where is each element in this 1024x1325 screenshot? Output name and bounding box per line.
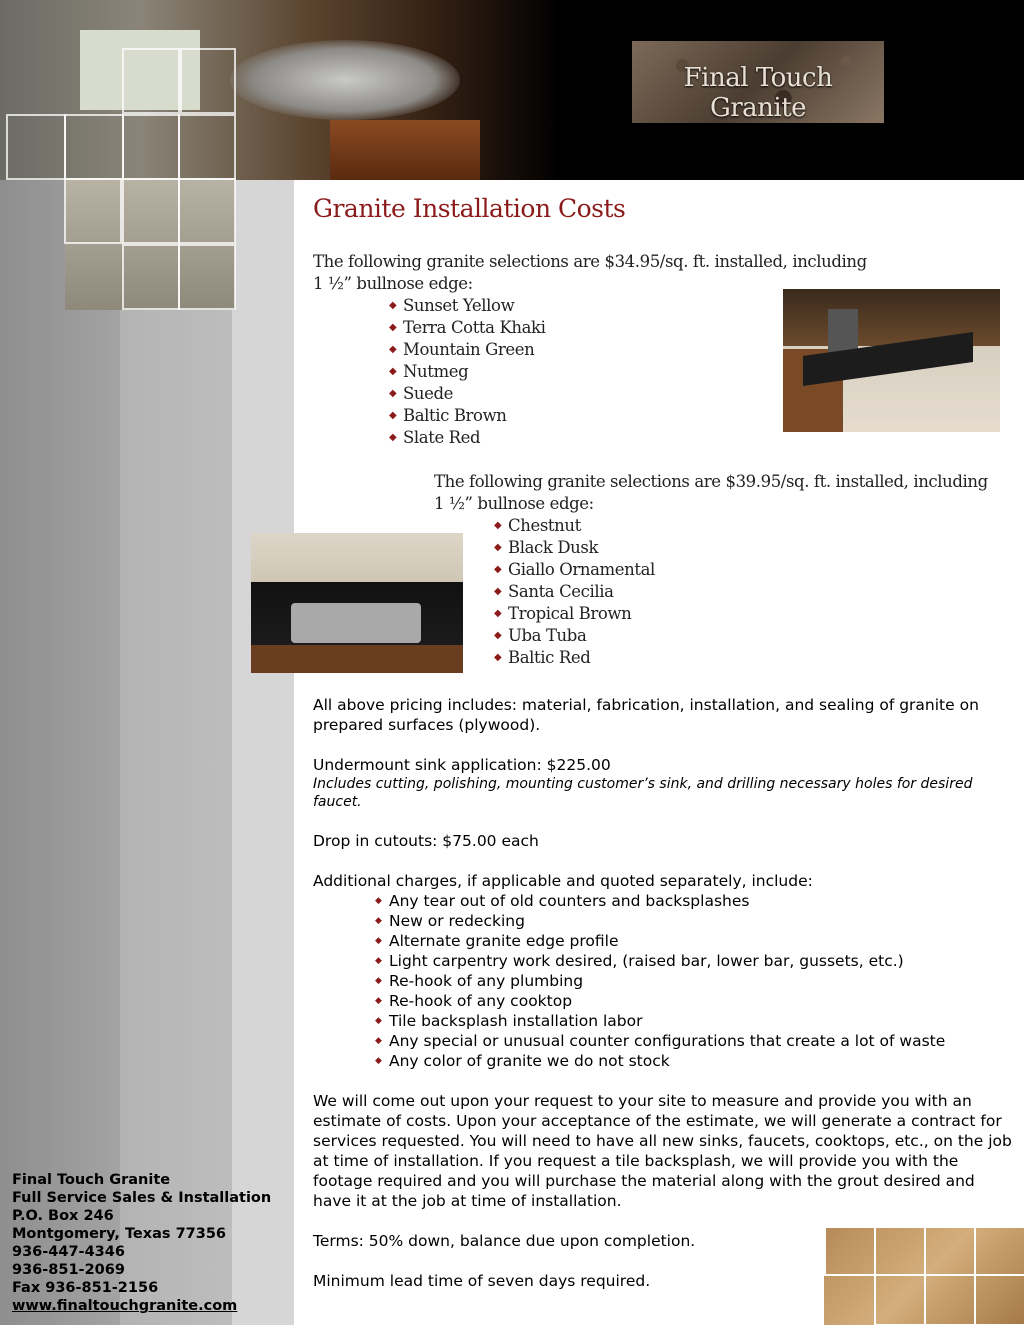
list-item: ◆ Any special or unusual counter configurations that create a lot of waste <box>375 1031 1013 1051</box>
list-item: ◆ Chestnut <box>494 515 994 537</box>
company-logo <box>632 41 884 123</box>
list-item: ◆ Giallo Ornamental <box>494 559 994 581</box>
sink-counter-photo <box>251 533 463 673</box>
tier2-list <box>434 515 994 669</box>
pricing-details <box>313 695 1013 1291</box>
list-item: ◆ Any tear out of old counters and backsplashes <box>375 891 1013 911</box>
company-name: Final Touch Granite <box>12 1172 171 1188</box>
estimate-paragraph: We will come out upon your request to your site to measure and provide you with an estimate of costs. Upon your acceptance of the estimate, we will generate a contract for services requested. You will need to have all new sinks, faucets, cooktops, etc., on the job at time of installation. If you request a tile backsplash, we will provide you with the footage required and you will purchase the material along with the grout desired and have it at the job at time of installation. <box>313 1092 1012 1210</box>
tier2-intro: The following granite selections are $39.95/sq. ft. installed, including <box>434 472 988 491</box>
phone-2: 936-851-2069 <box>12 1262 125 1278</box>
list-item: ◆ Alternate granite edge profile <box>375 931 1013 951</box>
sidebar-stripe-light <box>232 180 294 1325</box>
page-title: Granite Installation Costs <box>313 194 626 223</box>
kitchen-bar-photo <box>783 289 1000 432</box>
tier1-intro: The following granite selections are $34.95/sq. ft. installed, including <box>313 252 867 271</box>
list-item: ◆ Sunset Yellow <box>389 295 873 317</box>
fax: Fax 936-851-2156 <box>12 1280 159 1296</box>
list-item: ◆ New or redecking <box>375 911 1013 931</box>
list-item: ◆ Tile backsplash installation labor <box>375 1011 1013 1031</box>
tier2-section <box>434 471 994 669</box>
undermount-note: Includes cutting, polishing, mounting customer’s sink, and drilling necessary holes for desired faucet. <box>313 776 973 810</box>
list-item: ◆ Suede <box>389 383 873 405</box>
undermount-price: Undermount sink application: $225.00 <box>313 756 611 774</box>
list-item: ◆ Black Dusk <box>494 537 994 559</box>
dropin-price: Drop in cutouts: $75.00 each <box>313 832 539 850</box>
company-tagline: Full Service Sales & Installation <box>12 1190 272 1206</box>
list-item: ◆ Re-hook of any plumbing <box>375 971 1013 991</box>
list-item: ◆ Slate Red <box>389 427 873 449</box>
lead-time: Minimum lead time of seven days required. <box>313 1272 651 1290</box>
logo-text: Final Touch Granite <box>683 63 833 123</box>
city-state: Montgomery, Texas 77356 <box>12 1226 227 1242</box>
sidebar-stripe-dark <box>0 180 120 1325</box>
po-box: P.O. Box 246 <box>12 1208 114 1224</box>
tile-grid-decoration <box>0 0 300 310</box>
contact-info <box>12 1171 271 1315</box>
list-item: ◆ Mountain Green <box>389 339 873 361</box>
list-item: ◆ Baltic Brown <box>389 405 873 427</box>
tier1-intro-edge: 1 ½” bullnose edge: <box>313 274 473 293</box>
list-item: ◆ Baltic Red <box>494 647 994 669</box>
cabinet-image <box>330 120 480 180</box>
website-link[interactable]: www.finaltouchgranite.com <box>12 1298 238 1314</box>
list-item: ◆ Nutmeg <box>389 361 873 383</box>
list-item: ◆ Re-hook of any cooktop <box>375 991 1013 1011</box>
list-item: ◆ Terra Cotta Khaki <box>389 317 873 339</box>
list-item: ◆ Santa Cecilia <box>494 581 994 603</box>
additional-charges-list <box>313 891 1013 1071</box>
list-item: ◆ Uba Tuba <box>494 625 994 647</box>
tier2-intro-edge: 1 ½” bullnose edge: <box>434 494 594 513</box>
phone-1: 936-447-4346 <box>12 1244 125 1260</box>
pricing-note: All above pricing includes: material, fabrication, installation, and sealing of granite on prepared surfaces (plywood). <box>313 696 979 734</box>
list-item: ◆ Any color of granite we do not stock <box>375 1051 1013 1071</box>
vanity-photo <box>824 1226 1024 1325</box>
list-item: ◆ Light carpentry work desired, (raised bar, lower bar, gussets, etc.) <box>375 951 1013 971</box>
sidebar-stripe-mid <box>120 180 232 1325</box>
terms: Terms: 50% down, balance due upon completion. <box>313 1232 696 1250</box>
list-item: ◆ Tropical Brown <box>494 603 994 625</box>
additional-intro: Additional charges, if applicable and quoted separately, include: <box>313 872 813 890</box>
